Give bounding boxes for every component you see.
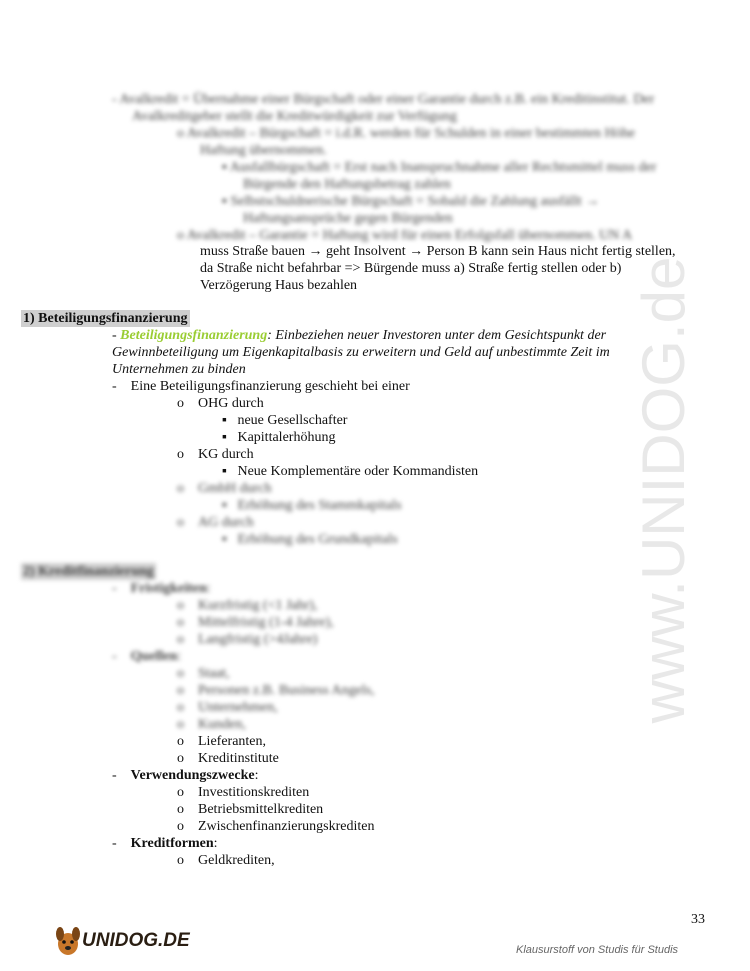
list-item: o Zwischenfinanzierungskrediten: [177, 819, 375, 834]
blurred-line: Bürgende den Haftungsbetrag zahlen: [243, 177, 451, 192]
verwendung-label: Verwendungszwecke: [130, 768, 255, 783]
blurred-line: ▪ Ausfallbürgschaft = Erst nach Inanspruchnahme aller Rechtsmittel muss der: [222, 160, 657, 175]
blurred-line: Haftungsansprüche gegen Bürgenden: [243, 211, 453, 226]
definition-line: [112, 327, 606, 344]
blurred-line: Avalkreditgeber stellt die Kreditwürdigkeit zur Verfügung: [132, 109, 457, 124]
list-item: - Quellen:: [112, 649, 182, 664]
gmbh-label: GmbH durch: [198, 481, 272, 496]
list-item: - Eine Beteiligungsfinanzierung geschieht bei einer: [112, 379, 410, 394]
logo-text: UNIDOG.DE: [82, 930, 190, 951]
def-term: Beteiligungsfinanzierung: [120, 328, 268, 343]
list-item: o GmbH durch: [177, 481, 272, 496]
list-item: o Kreditinstitute: [177, 751, 279, 766]
list-item: o Mittelfristig (1-4 Jahre),: [177, 615, 334, 630]
list-item: o Kunden,: [177, 717, 246, 732]
list-item: - Kreditformen:: [112, 836, 218, 851]
list-item: ▪ neue Gesellschafter: [222, 413, 348, 428]
garantie-line: muss Straße bauen → geht Insolvent → Person B kann sein Haus nicht fertig stellen,: [200, 244, 676, 259]
blurred-line: - Avalkredit = Übernahme einer Bürgschaft oder einer Garantie durch z.B. ein Kreditinstitut. Der: [112, 92, 655, 107]
list-item: - Verwendungszwecke:: [112, 768, 259, 783]
list-item: o Betriebsmittelkrediten: [177, 802, 324, 817]
kg-label: KG durch: [198, 447, 254, 462]
dog-icon: [54, 924, 82, 958]
list-item: ▪ Erhöhung des Grundkapitals: [222, 532, 398, 547]
blurred-line: o Avalkredit – Garantie = Haftung wird für einen Erfolgsfall übernommen. UN A: [177, 228, 633, 243]
list-item: o Investitionskrediten: [177, 785, 310, 800]
list-item: ▪ Erhöhung des Stammkapitals: [222, 498, 402, 513]
list-item: o OHG durch: [177, 396, 264, 411]
list-item: o Lieferanten,: [177, 734, 267, 749]
watermark: www.UNIDOG.de: [629, 256, 697, 724]
blurred-line: Haftung übernommen.: [200, 143, 327, 158]
ohg-item: Kapittalerhöhung: [237, 430, 336, 445]
def-text: : Einbeziehen neuer Investoren unter dem Gesichtspunkt der: [267, 328, 607, 343]
list-item: o Staat,: [177, 666, 230, 681]
fristigkeiten-label: Fristigkeiten: [130, 581, 207, 596]
blurred-line: ▪ Selbstschuldnerische Bürgschaft = Sobald die Zahlung ausfällt →: [222, 194, 600, 209]
garantie-line: Verzögerung Haus bezahlen: [200, 278, 358, 293]
kreditformen-label: Kreditformen: [130, 836, 214, 851]
list-item: o Geldkrediten,: [177, 853, 275, 868]
definition-line: Gewinnbeteiligung um Eigenkapitalbasis zu erweitern und Geld auf unbestimmte Zeit im: [112, 345, 610, 360]
definition-line: Unternehmen zu binden: [112, 362, 246, 377]
garantie-line: da Straße nicht befahrbar => Bürgende muss a) Straße fertig stellen oder b): [200, 261, 622, 276]
list-item: o Kurzfristig (<1 Jahr),: [177, 598, 318, 613]
section-heading-beteiligung: 1) Beteiligungsfinanzierung: [23, 311, 188, 326]
list-item: o Personen z.B. Business Angels,: [177, 683, 375, 698]
page-number: 33: [691, 912, 705, 927]
gmbh-item: Erhöhung des Stammkapitals: [237, 498, 402, 513]
list-item: - Fristigkeiten:: [112, 581, 211, 596]
list-item: o AG durch: [177, 515, 254, 530]
footer-slogan: Klausurstoff von Studis für Studis: [516, 944, 679, 956]
def-prefix: -: [112, 328, 121, 343]
kg-item: Neue Komplementäre oder Kommandisten: [237, 464, 479, 479]
list-item: o KG durch: [177, 447, 254, 462]
list-item: o Unternehmen,: [177, 700, 278, 715]
quellen-label: Quellen: [130, 649, 178, 664]
unidog-logo: [52, 924, 190, 960]
list-item: ▪ Kapittalerhöhung: [222, 430, 336, 445]
blurred-line: o Avalkredit – Bürgschaft = i.d.R. werden für Schulden in einer bestimmten Höhe: [177, 126, 636, 141]
section-heading-kredit: 2) Kreditfinanzierung: [23, 564, 154, 579]
ag-label: AG durch: [198, 515, 254, 530]
intro-text: Eine Beteiligungsfinanzierung geschieht bei einer: [130, 379, 410, 394]
ohg-label: OHG durch: [198, 396, 264, 411]
ohg-item: neue Gesellschafter: [237, 413, 348, 428]
list-item: o Langfristig (>4Jahre): [177, 632, 318, 647]
ag-item: Erhöhung des Grundkapitals: [237, 532, 398, 547]
list-item: ▪ Neue Komplementäre oder Kommandisten: [222, 464, 479, 479]
